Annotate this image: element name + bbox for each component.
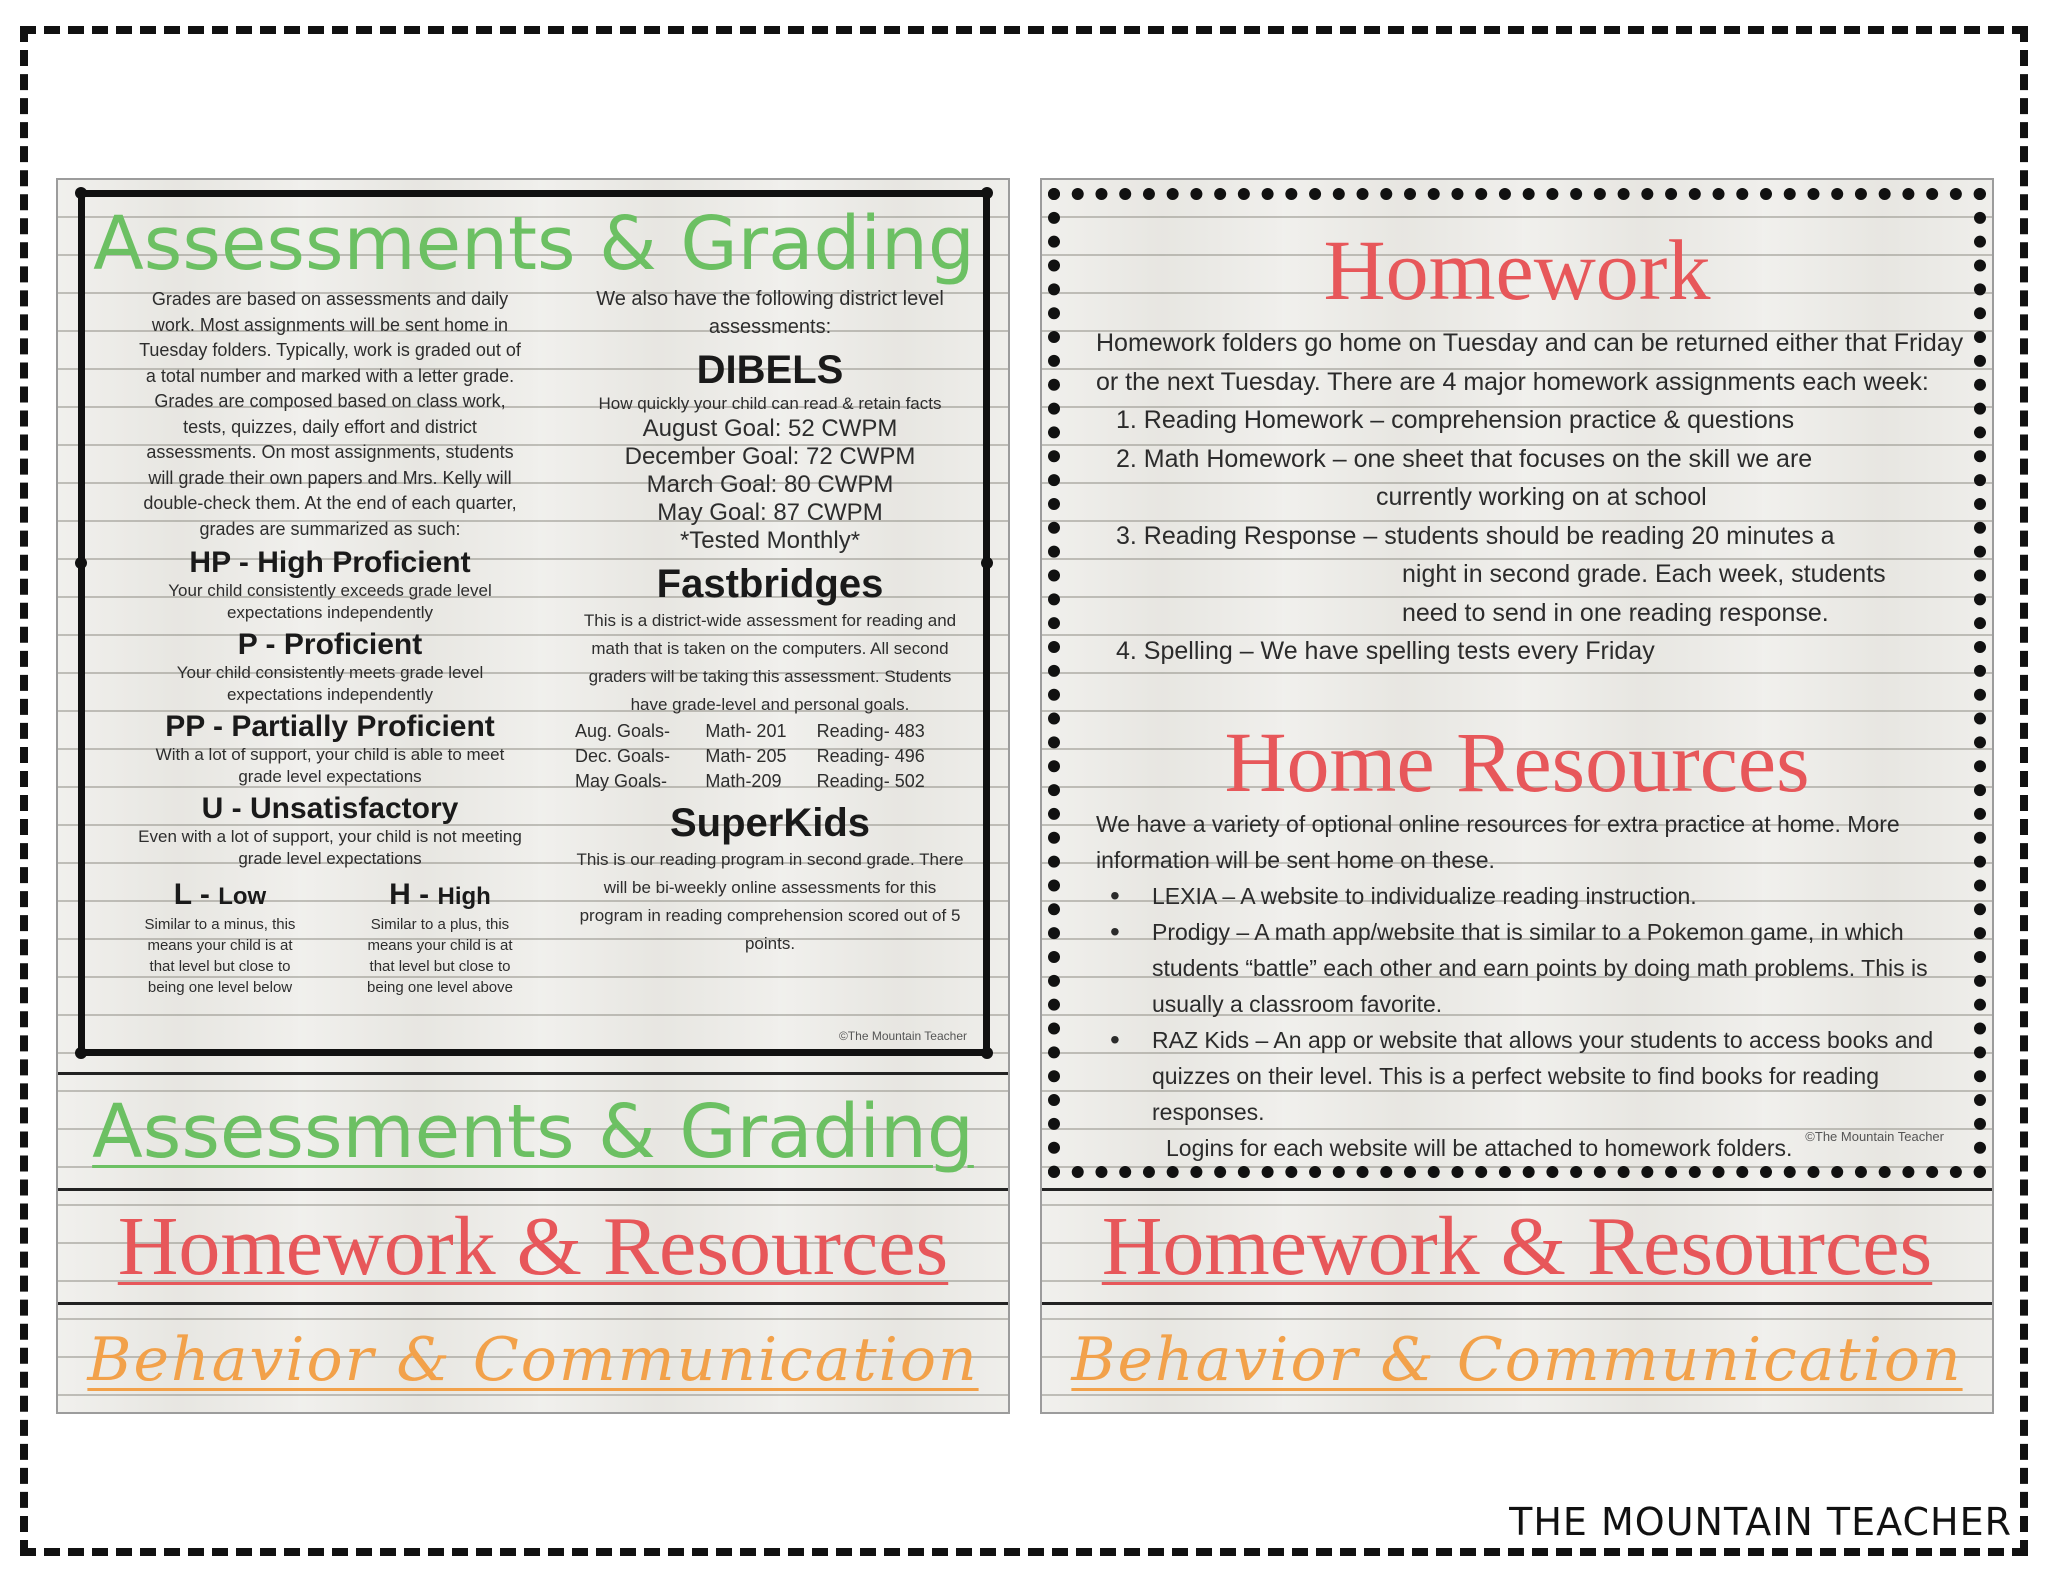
tab-behavior-communication[interactable] (1042, 1302, 1992, 1414)
reading-goal: Reading- 502 (816, 771, 925, 791)
high-word: High (437, 883, 491, 910)
goal-period: Dec. Goals- (575, 746, 671, 766)
tab-assessments-grading[interactable] (58, 1072, 1008, 1188)
grade-heading: PP - Partially Proficient (165, 710, 495, 743)
grade-heading: U - Unsatisfactory (201, 792, 459, 825)
math-goal: Math- 205 (705, 746, 787, 766)
frame-dot (981, 187, 993, 199)
list-item: • Prodigy – A math app/website that is similar to a Pokemon game, in which students “battle” each other and earn points by doing math problems. This is usually a classroom favorite. (1096, 914, 1976, 1022)
district-intro: We also have the following district level assessments: (596, 288, 944, 338)
high-block (355, 878, 525, 998)
tab-label: Behavior & Communication (87, 1324, 979, 1395)
superkids-heading: SuperKids (669, 801, 871, 845)
homework-item-continued: night in second grade. Each week, students (1402, 560, 1886, 588)
frame-dot (981, 1047, 993, 1059)
math-goal: Math-209 (705, 771, 782, 791)
resources-list (1096, 878, 1976, 1130)
high-description: Similar to a plus, this means your child is at that level but close to being one level above (367, 916, 513, 996)
homework-item-continued: need to send in one reading response. (1402, 598, 1829, 627)
list-item (1096, 401, 1976, 440)
logins-note: Logins for each website will be attached to homework folders. (1166, 1135, 1793, 1161)
tab-homework-resources[interactable] (58, 1188, 1008, 1302)
dibels-goal: December Goal: 72 CWPM (624, 443, 916, 470)
tab-label: Homework & Resources (117, 1200, 949, 1293)
tab-homework-resources[interactable] (1042, 1188, 1992, 1302)
homework-item: 2. Math Homework – one sheet that focuses on the skill we are (1116, 444, 1813, 473)
tab-label: Behavior & Communication (1071, 1324, 1963, 1395)
fastbridges-goals-table (575, 719, 965, 794)
math-goal: Math- 201 (705, 721, 787, 741)
goal-period: May Goals- (575, 771, 668, 791)
low-word: Low (218, 883, 267, 910)
grade-description: Your child consistently meets grade level expectations independently (176, 663, 484, 704)
home-resources-title: Home Resources (1224, 714, 1810, 810)
table-row (575, 769, 965, 794)
homework-item: 1. Reading Homework – comprehension practice & questions (1116, 406, 1795, 434)
fastbridges-heading: Fastbridges (656, 562, 884, 606)
low-description: Similar to a minus, this means your child is at that level but close to being one level below (144, 916, 296, 996)
low-letter: L - (173, 878, 219, 911)
resources-intro: We have a variety of optional online resources for extra practice at home. More information will be sent home on these. (1096, 811, 1900, 873)
copyright: ©The Mountain Teacher (1805, 1129, 1944, 1144)
assessments-page (56, 178, 1010, 1414)
assessments-title: Assessments & Grading (93, 201, 975, 287)
grading-intro: Grades are based on assessments and daily work. Most assignments will be sent home in Tuesday folders. Typically, work is graded out of a total number and marked with a letter grade. Grades are composed based on class work, tests, quizzes, daily effort and district assessments. On most assignments, students will grade their own papers and Mrs. Kelly will double-check them. At the end of each quarter, grades are summarized as such: (139, 289, 521, 539)
list-item (1096, 440, 1976, 517)
list-item (1096, 632, 1976, 671)
grade-description: With a lot of support, your child is able to meet grade level expectations (155, 745, 505, 786)
homework-frame (1048, 188, 1986, 1178)
homework-list (1096, 401, 1976, 671)
superkids-description: This is our reading program in second grade. There will be bi-weekly online assessments for this program in reading comprehension scored out of 5 points. (576, 850, 964, 953)
table-row (575, 719, 965, 744)
homework-intro: Homework folders go home on Tuesday and can be returned either that Friday or the next Tuesday. There are 4 major homework assignments each week: (1096, 329, 1964, 396)
dibels-note: *Tested Monthly* (679, 527, 861, 554)
frame-dot (75, 557, 87, 569)
copyright: ©The Mountain Teacher (838, 1029, 967, 1043)
grade-description: Even with a lot of support, your child is not meeting grade level expectations (138, 827, 522, 868)
grading-column (135, 287, 525, 998)
assessments-frame (78, 190, 990, 1056)
homework-item: 3. Reading Response – students should be reading 20 minutes a (1116, 521, 1835, 550)
brand-watermark: THE MOUNTAIN TEACHER (1509, 1500, 2012, 1544)
list-item: • LEXIA – A website to individualize reading instruction. (1096, 878, 1976, 914)
homework-item-continued: currently working on at school (1376, 483, 1707, 511)
table-row (575, 744, 965, 769)
homework-item: 4. Spelling – We have spelling tests every Friday (1116, 637, 1655, 665)
list-item (1096, 517, 1976, 633)
goal-period: Aug. Goals- (575, 721, 671, 741)
dibels-heading: DIBELS (696, 348, 844, 392)
dibels-description: How quickly your child can read & retain facts (598, 394, 942, 413)
reading-goal: Reading- 483 (816, 721, 925, 741)
low-block (135, 878, 305, 998)
district-assessments-column (575, 285, 965, 958)
dibels-goal: August Goal: 52 CWPM (642, 415, 898, 442)
tab-behavior-communication[interactable] (58, 1302, 1008, 1414)
frame-dot (75, 1047, 87, 1059)
tab-label: Homework & Resources (1101, 1200, 1933, 1293)
homework-page (1040, 178, 1994, 1414)
reading-goal: Reading- 496 (816, 746, 925, 766)
grade-heading: HP - High Proficient (189, 546, 471, 579)
frame-dot (75, 187, 87, 199)
resources-section (1096, 806, 1976, 1166)
fastbridges-description: This is a district-wide assessment for reading and math that is taken on the computers. All second graders will be taking this assessment. Students have grade-level and personal goals. (583, 611, 957, 714)
frame-dot (981, 557, 993, 569)
low-high-row (135, 878, 525, 998)
dibels-goal: March Goal: 80 CWPM (646, 471, 894, 498)
tab-label: Assessments & Grading (92, 1088, 974, 1175)
grade-description: Your child consistently exceeds grade level expectations independently (168, 581, 492, 622)
homework-title: Homework (1323, 222, 1711, 318)
list-item: • RAZ Kids – An app or website that allows your students to access books and quizzes on their level. This is a perfect website to find books for reading responses. (1096, 1022, 1976, 1130)
homework-section (1096, 324, 1976, 671)
high-letter: H - (389, 878, 438, 911)
grade-heading: P - Proficient (237, 628, 423, 661)
dibels-goal: May Goal: 87 CWPM (657, 499, 883, 526)
